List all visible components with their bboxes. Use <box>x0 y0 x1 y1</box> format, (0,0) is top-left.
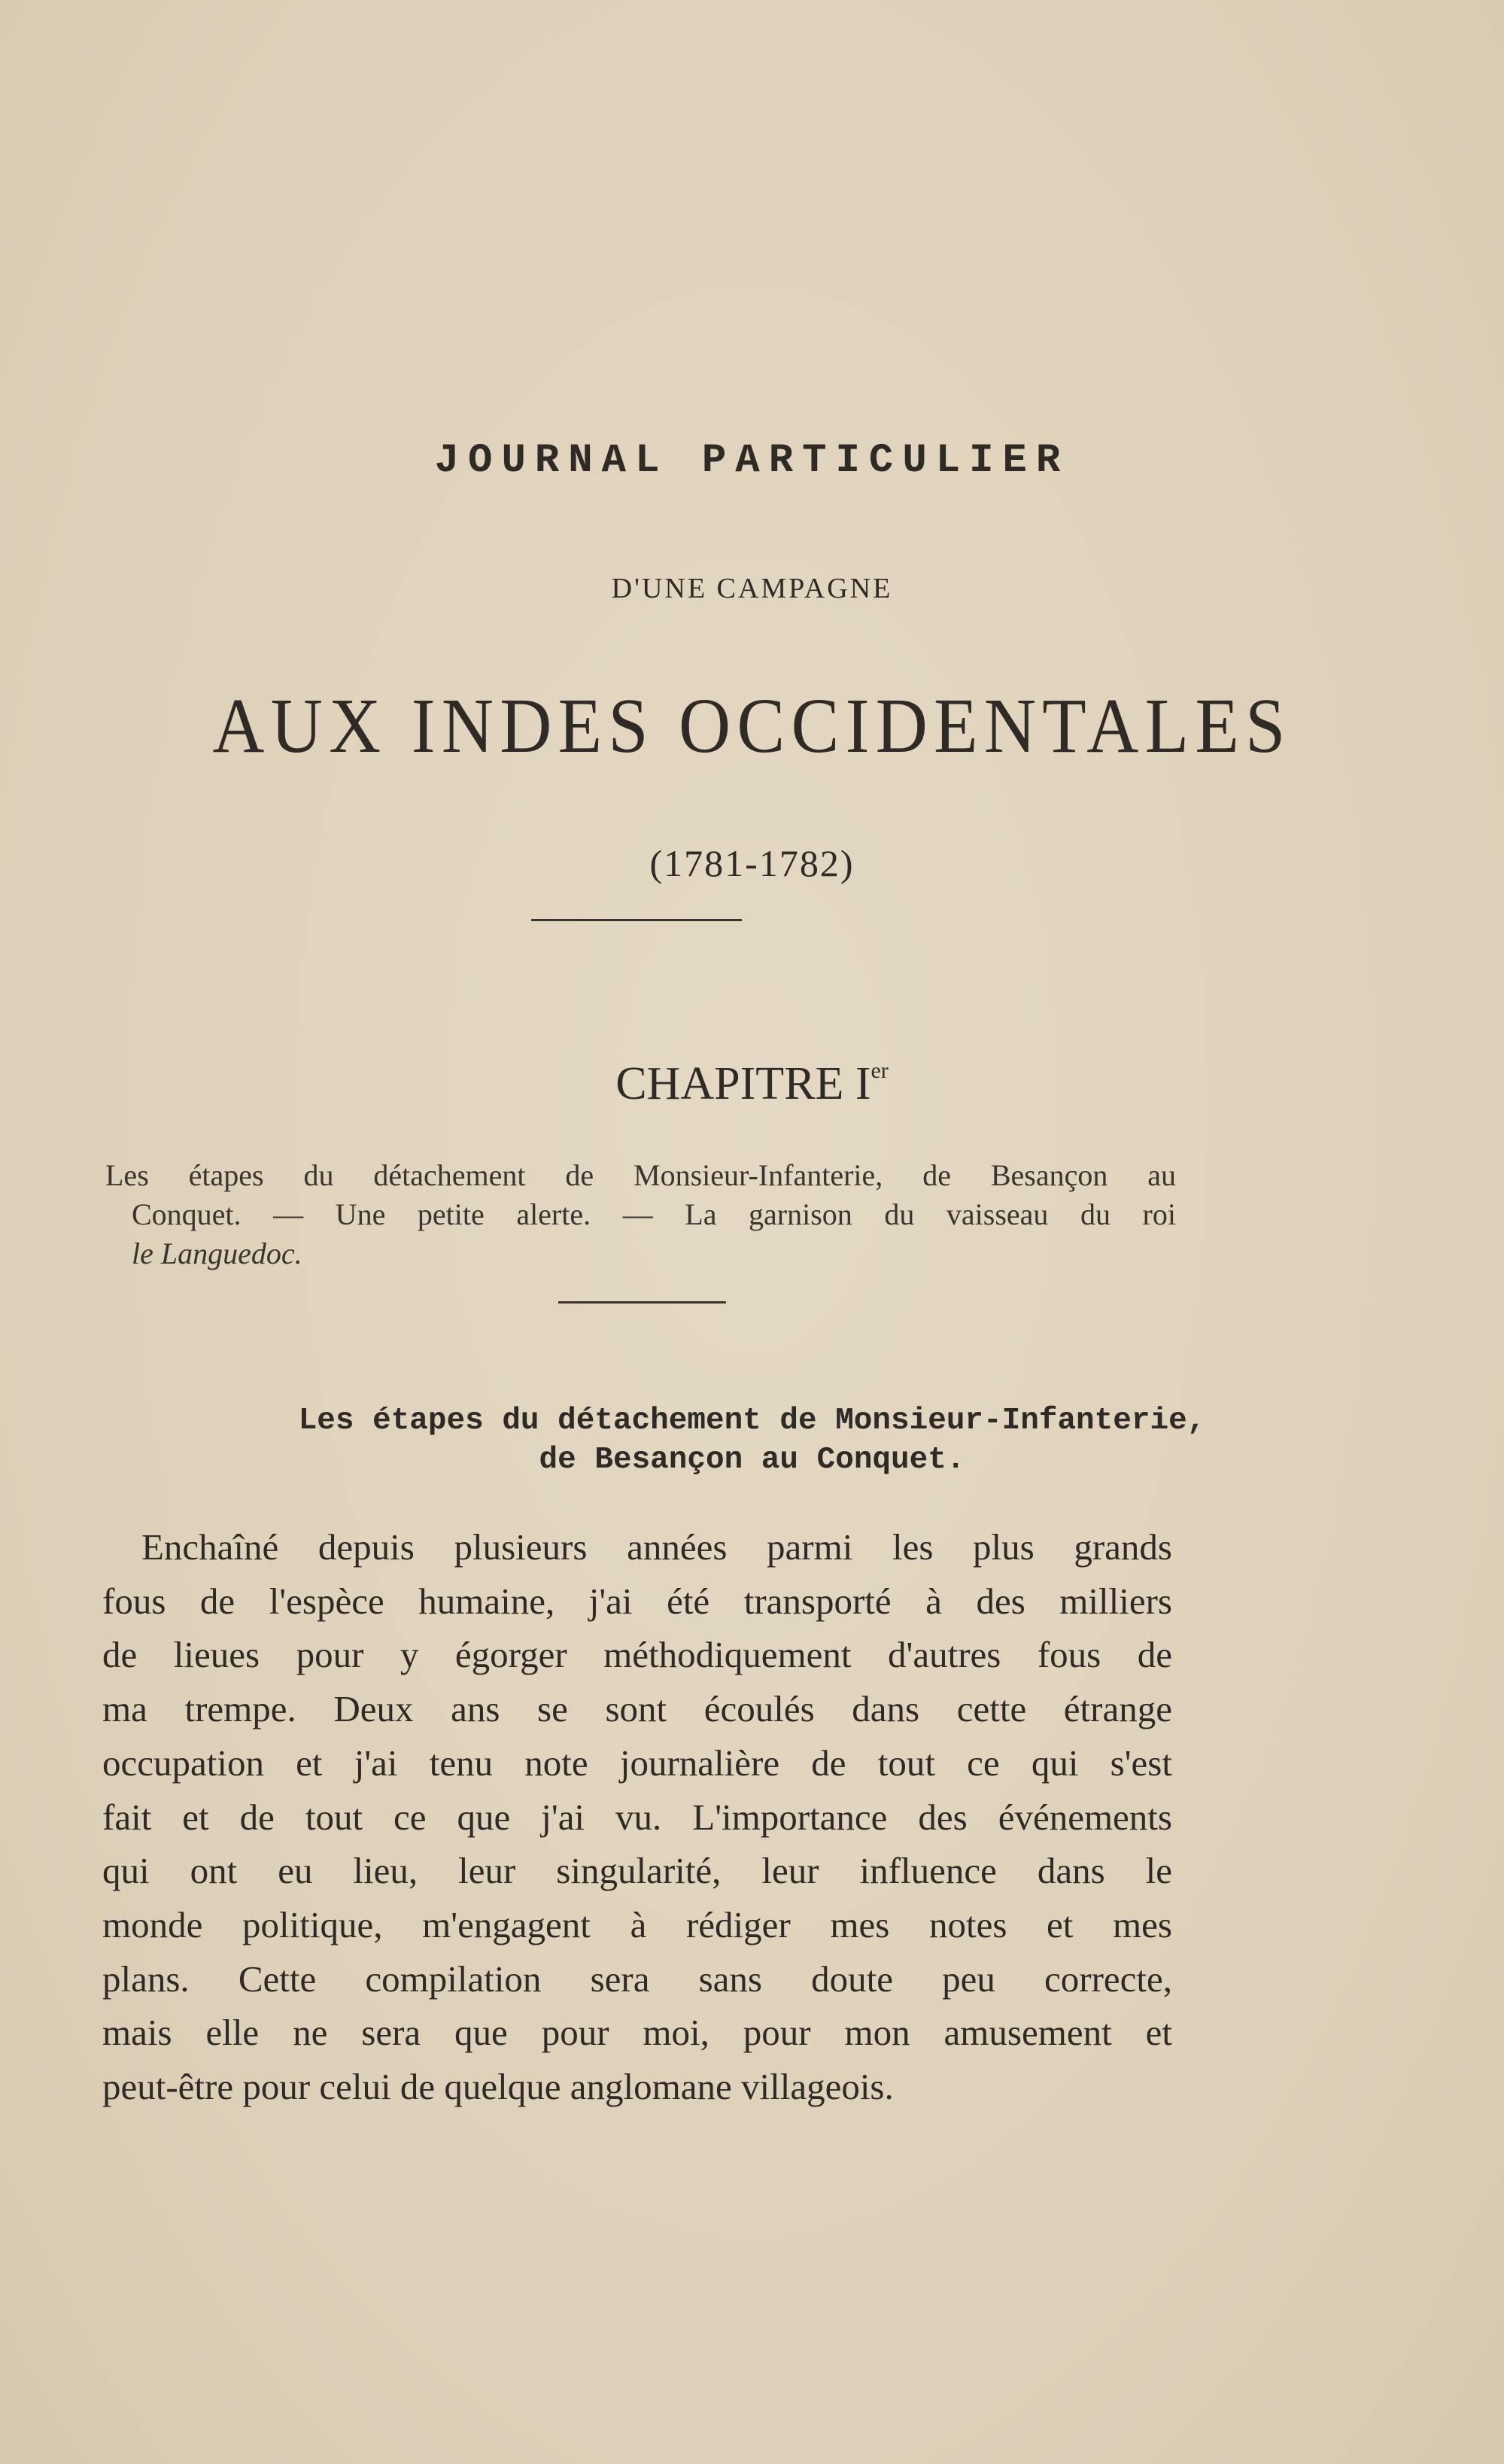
chapter-label: CHAPITRE I <box>615 1058 871 1109</box>
body-line: fait et de tout ce que j'ai vu. L'importance des événements <box>102 1796 1172 1838</box>
body-line: ma trempe. Deux ans se sont écoulés dans cette étrange <box>102 1688 1172 1730</box>
body-line: plans. Cette compilation sera sans doute peu correcte, <box>102 1958 1172 2000</box>
chapter-summary-line: le Languedoc. <box>132 1237 302 1270</box>
body-line: occupation et j'ai tenu note journalière de tout ce qui s'est <box>102 1742 1172 1784</box>
title-journal-particulier: JOURNAL PARTICULIER <box>434 438 1070 484</box>
title-subline: D'UNE CAMPAGNE <box>611 573 893 604</box>
section-heading-line: de Besançon au Conquet. <box>539 1443 965 1477</box>
chapter-summary-line: Les étapes du détachement de Monsieur-Infanterie, de Besançon au <box>105 1158 1176 1192</box>
divider-rule <box>531 919 742 921</box>
body-line: de lieues pour y égorger méthodiquement d'autres fous de <box>102 1634 1172 1676</box>
body-line: Enchaîné depuis plusieurs années parmi les plus grands <box>141 1526 1172 1568</box>
chapter-superscript: er <box>870 1058 889 1083</box>
chapter-heading <box>0 1057 1504 1111</box>
body-line: fous de l'espèce humaine, j'ai été transporté à des milliers <box>102 1580 1172 1622</box>
body-line: peut-être pour celui de quelque anglomane villageois. <box>102 2066 894 2107</box>
title-dates: (1781-1782) <box>649 842 855 884</box>
section-heading-line: Les étapes du détachement de Monsieur-Infanterie, <box>298 1404 1206 1438</box>
chapter-summary-line: Conquet. — Une petite alerte. — La garnison du vaisseau du roi <box>132 1197 1176 1231</box>
body-line: monde politique, m'engagent à rédiger mes notes et mes <box>102 1903 1172 1945</box>
divider-rule <box>558 1301 726 1303</box>
body-line: mais elle ne sera que pour moi, pour mon amusement et <box>102 2012 1172 2054</box>
title-main: AUX INDES OCCIDENTALES <box>212 683 1292 769</box>
body-line: qui ont eu lieu, leur singularité, leur influence dans le <box>102 1850 1172 1892</box>
